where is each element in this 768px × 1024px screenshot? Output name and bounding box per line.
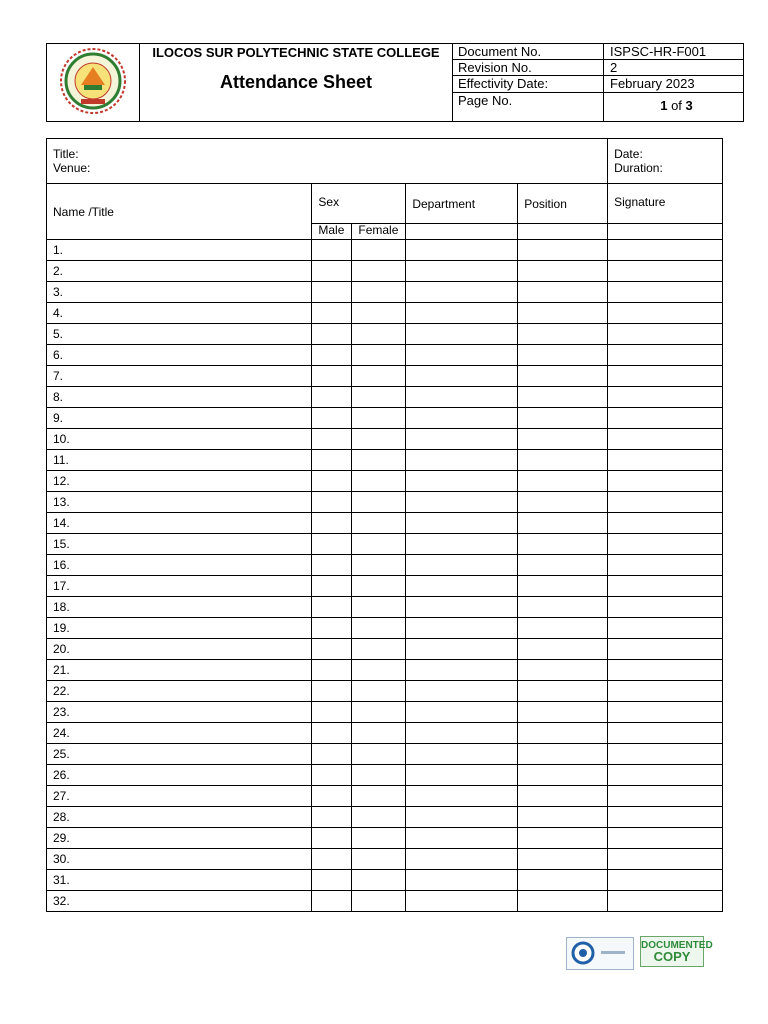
attendance-row [47, 639, 723, 660]
row-number-name-cell[interactable]: 20. [47, 639, 312, 660]
signature-cell[interactable] [608, 282, 723, 303]
female-cell[interactable] [352, 849, 406, 870]
male-cell[interactable] [312, 597, 352, 618]
department-column-header: Department [406, 184, 518, 224]
female-cell[interactable] [352, 618, 406, 639]
male-cell[interactable] [312, 744, 352, 765]
attendance-table [46, 138, 723, 912]
position-column-header: Position [518, 184, 608, 224]
signature-cell[interactable] [608, 366, 723, 387]
department-cell[interactable] [406, 765, 518, 786]
signature-cell[interactable] [608, 303, 723, 324]
title-venue-cell[interactable] [47, 139, 608, 184]
position-cell[interactable] [518, 597, 608, 618]
page-current: 1 [660, 97, 668, 113]
female-cell[interactable] [352, 492, 406, 513]
position-cell[interactable] [518, 639, 608, 660]
signature-cell[interactable] [608, 261, 723, 282]
row-number-name-cell[interactable]: 9. [47, 408, 312, 429]
signature-cell[interactable] [608, 660, 723, 681]
position-cell[interactable] [518, 345, 608, 366]
attendance-row [47, 324, 723, 345]
signature-cell[interactable] [608, 429, 723, 450]
male-cell[interactable] [312, 723, 352, 744]
position-cell[interactable] [518, 261, 608, 282]
sex-column-header: Sex [312, 184, 406, 224]
department-cell[interactable] [406, 513, 518, 534]
signature-cell[interactable] [608, 849, 723, 870]
document-header [46, 43, 744, 122]
position-cell[interactable] [518, 450, 608, 471]
position-cell[interactable] [518, 807, 608, 828]
signature-cell[interactable] [608, 513, 723, 534]
attendance-row [47, 366, 723, 387]
department-cell[interactable] [406, 891, 518, 912]
date-label: Date: [614, 147, 643, 161]
male-cell[interactable] [312, 324, 352, 345]
revision-value: 2 [604, 60, 744, 76]
document-title: Attendance Sheet [219, 72, 373, 92]
attendance-row [47, 618, 723, 639]
department-subheader-empty [406, 224, 518, 240]
signature-cell[interactable] [608, 723, 723, 744]
row-number-name-cell[interactable]: 29. [47, 828, 312, 849]
row-number-name-cell[interactable]: 11. [47, 450, 312, 471]
department-cell[interactable] [406, 240, 518, 261]
female-cell[interactable] [352, 723, 406, 744]
signature-cell[interactable] [608, 744, 723, 765]
signature-cell[interactable] [608, 345, 723, 366]
male-cell[interactable] [312, 702, 352, 723]
row-number-name-cell[interactable]: 5. [47, 324, 312, 345]
signature-cell[interactable] [608, 555, 723, 576]
female-cell[interactable] [352, 324, 406, 345]
signature-cell[interactable] [608, 681, 723, 702]
signature-cell[interactable] [608, 450, 723, 471]
department-cell[interactable] [406, 555, 518, 576]
signature-cell[interactable] [608, 786, 723, 807]
female-cell[interactable] [352, 534, 406, 555]
department-cell[interactable] [406, 639, 518, 660]
row-number-name-cell[interactable]: 6. [47, 345, 312, 366]
department-cell[interactable] [406, 345, 518, 366]
department-cell[interactable] [406, 282, 518, 303]
attendance-rows [47, 240, 723, 912]
college-name: ILOCOS SUR POLYTECHNIC STATE COLLEGE [152, 45, 440, 60]
female-cell[interactable] [352, 282, 406, 303]
attendance-row [47, 303, 723, 324]
department-cell[interactable] [406, 387, 518, 408]
female-cell[interactable] [352, 660, 406, 681]
department-cell[interactable] [406, 597, 518, 618]
female-cell[interactable] [352, 240, 406, 261]
attendance-row [47, 534, 723, 555]
male-cell[interactable] [312, 807, 352, 828]
male-cell[interactable] [312, 282, 352, 303]
female-cell[interactable] [352, 429, 406, 450]
position-cell[interactable] [518, 765, 608, 786]
row-number-name-cell[interactable]: 31. [47, 870, 312, 891]
signature-cell[interactable] [608, 408, 723, 429]
position-cell[interactable] [518, 744, 608, 765]
effectivity-value: February 2023 [604, 76, 744, 92]
position-cell[interactable] [518, 576, 608, 597]
female-cell[interactable] [352, 765, 406, 786]
department-cell[interactable] [406, 702, 518, 723]
title-cell [140, 44, 453, 122]
attendance-row [47, 765, 723, 786]
male-cell[interactable] [312, 576, 352, 597]
male-cell[interactable] [312, 639, 352, 660]
row-number-name-cell[interactable]: 27. [47, 786, 312, 807]
effectivity-label: Effectivity Date: [453, 76, 604, 92]
female-cell[interactable] [352, 639, 406, 660]
department-cell[interactable] [406, 408, 518, 429]
male-cell[interactable] [312, 366, 352, 387]
row-number-name-cell[interactable]: 28. [47, 807, 312, 828]
female-cell[interactable] [352, 891, 406, 912]
row-number-name-cell[interactable]: 8. [47, 387, 312, 408]
department-cell[interactable] [406, 303, 518, 324]
female-cell[interactable] [352, 597, 406, 618]
department-cell[interactable] [406, 492, 518, 513]
attendance-row [47, 450, 723, 471]
department-cell[interactable] [406, 828, 518, 849]
attendance-row [47, 345, 723, 366]
department-cell[interactable] [406, 471, 518, 492]
female-cell[interactable] [352, 870, 406, 891]
row-number-name-cell[interactable]: 7. [47, 366, 312, 387]
title-label: Title: [53, 147, 79, 161]
male-cell[interactable] [312, 240, 352, 261]
attendance-row [47, 891, 723, 912]
signature-cell[interactable] [608, 492, 723, 513]
attendance-row [47, 492, 723, 513]
revision-label: Revision No. [453, 60, 604, 76]
signature-cell[interactable] [608, 597, 723, 618]
attendance-row [47, 828, 723, 849]
department-cell[interactable] [406, 660, 518, 681]
male-cell[interactable] [312, 513, 352, 534]
stamp-line-2: COPY [653, 949, 691, 964]
male-cell[interactable] [312, 849, 352, 870]
male-cell[interactable] [312, 492, 352, 513]
attendance-row [47, 576, 723, 597]
department-cell[interactable] [406, 324, 518, 345]
female-cell[interactable] [352, 744, 406, 765]
position-cell[interactable] [518, 828, 608, 849]
female-cell[interactable] [352, 555, 406, 576]
name-column-header: Name /Title [47, 184, 312, 240]
male-cell[interactable] [312, 555, 352, 576]
attendance-row [47, 681, 723, 702]
position-cell[interactable] [518, 660, 608, 681]
male-cell[interactable] [312, 345, 352, 366]
row-number-name-cell[interactable]: 3. [47, 282, 312, 303]
female-cell[interactable] [352, 450, 406, 471]
row-number-name-cell[interactable]: 26. [47, 765, 312, 786]
female-cell[interactable] [352, 786, 406, 807]
department-cell[interactable] [406, 261, 518, 282]
female-cell[interactable] [352, 513, 406, 534]
position-cell[interactable] [518, 681, 608, 702]
signature-subheader-empty [608, 224, 723, 240]
position-cell[interactable] [518, 387, 608, 408]
male-cell[interactable] [312, 471, 352, 492]
signature-cell[interactable] [608, 807, 723, 828]
signature-cell[interactable] [608, 387, 723, 408]
signature-cell[interactable] [608, 870, 723, 891]
attendance-row [47, 744, 723, 765]
female-cell[interactable] [352, 702, 406, 723]
male-cell[interactable] [312, 303, 352, 324]
signature-cell[interactable] [608, 324, 723, 345]
female-cell[interactable] [352, 303, 406, 324]
attendance-row [47, 786, 723, 807]
attendance-row [47, 408, 723, 429]
row-number-name-cell[interactable]: 25. [47, 744, 312, 765]
position-cell[interactable] [518, 303, 608, 324]
position-cell[interactable] [518, 408, 608, 429]
female-cell[interactable] [352, 807, 406, 828]
female-cell[interactable] [352, 387, 406, 408]
signature-cell[interactable] [608, 618, 723, 639]
position-cell[interactable] [518, 492, 608, 513]
department-cell[interactable] [406, 744, 518, 765]
attendance-row [47, 282, 723, 303]
position-cell[interactable] [518, 891, 608, 912]
department-cell[interactable] [406, 576, 518, 597]
row-number-name-cell[interactable]: 18. [47, 597, 312, 618]
signature-cell[interactable] [608, 828, 723, 849]
attendance-row [47, 471, 723, 492]
department-cell[interactable] [406, 366, 518, 387]
socotec-certification-icon [566, 937, 634, 970]
date-duration-cell[interactable] [608, 139, 723, 184]
row-number-name-cell[interactable]: 24. [47, 723, 312, 744]
department-cell[interactable] [406, 681, 518, 702]
position-cell[interactable] [518, 534, 608, 555]
stamp-line-1: DOCUMENTED [641, 940, 713, 951]
page-no-value [604, 92, 744, 121]
male-cell[interactable] [312, 786, 352, 807]
department-cell[interactable] [406, 723, 518, 744]
position-cell[interactable] [518, 324, 608, 345]
position-cell[interactable] [518, 513, 608, 534]
signature-cell[interactable] [608, 471, 723, 492]
department-cell[interactable] [406, 870, 518, 891]
male-cell[interactable] [312, 870, 352, 891]
position-cell[interactable] [518, 702, 608, 723]
attendance-row [47, 261, 723, 282]
documented-copy-stamp [640, 936, 713, 967]
row-number-name-cell[interactable]: 30. [47, 849, 312, 870]
department-cell[interactable] [406, 534, 518, 555]
page-of: of [671, 97, 682, 113]
position-cell[interactable] [518, 723, 608, 744]
male-cell[interactable] [312, 408, 352, 429]
department-cell[interactable] [406, 429, 518, 450]
attendance-row [47, 660, 723, 681]
female-cell[interactable] [352, 261, 406, 282]
row-number-name-cell[interactable]: 14. [47, 513, 312, 534]
signature-cell[interactable] [608, 891, 723, 912]
row-number-name-cell[interactable]: 10. [47, 429, 312, 450]
position-subheader-empty [518, 224, 608, 240]
department-cell[interactable] [406, 807, 518, 828]
position-cell[interactable] [518, 555, 608, 576]
female-column-header: Female [352, 224, 406, 240]
female-cell[interactable] [352, 366, 406, 387]
row-number-name-cell[interactable]: 1. [47, 240, 312, 261]
doc-no-label: Document No. [453, 44, 604, 60]
doc-no-value: ISPSC-HR-F001 [604, 44, 744, 60]
row-number-name-cell[interactable]: 2. [47, 261, 312, 282]
row-number-name-cell[interactable]: 4. [47, 303, 312, 324]
attendance-row [47, 240, 723, 261]
position-cell[interactable] [518, 429, 608, 450]
department-cell[interactable] [406, 618, 518, 639]
female-cell[interactable] [352, 408, 406, 429]
attendance-row [47, 513, 723, 534]
row-number-name-cell[interactable]: 17. [47, 576, 312, 597]
venue-label: Venue: [53, 161, 91, 175]
position-cell[interactable] [518, 786, 608, 807]
male-cell[interactable] [312, 534, 352, 555]
male-cell[interactable] [312, 429, 352, 450]
page-no-label: Page No. [453, 92, 604, 121]
female-cell[interactable] [352, 681, 406, 702]
signature-cell[interactable] [608, 765, 723, 786]
row-number-name-cell[interactable]: 22. [47, 681, 312, 702]
signature-column-header: Signature [608, 184, 723, 224]
row-number-name-cell[interactable]: 32. [47, 891, 312, 912]
male-cell[interactable] [312, 681, 352, 702]
row-number-name-cell[interactable]: 19. [47, 618, 312, 639]
female-cell[interactable] [352, 828, 406, 849]
attendance-row [47, 702, 723, 723]
male-cell[interactable] [312, 450, 352, 471]
row-number-name-cell[interactable]: 16. [47, 555, 312, 576]
row-number-name-cell[interactable]: 13. [47, 492, 312, 513]
attendance-row [47, 597, 723, 618]
attendance-row [47, 849, 723, 870]
position-cell[interactable] [518, 471, 608, 492]
male-cell[interactable] [312, 618, 352, 639]
position-cell[interactable] [518, 282, 608, 303]
signature-cell[interactable] [608, 639, 723, 660]
row-number-name-cell[interactable]: 21. [47, 660, 312, 681]
female-cell[interactable] [352, 471, 406, 492]
signature-cell[interactable] [608, 702, 723, 723]
attendance-row [47, 723, 723, 744]
position-cell[interactable] [518, 618, 608, 639]
attendance-row [47, 870, 723, 891]
signature-cell[interactable] [608, 534, 723, 555]
signature-cell[interactable] [608, 240, 723, 261]
row-number-name-cell[interactable]: 23. [47, 702, 312, 723]
duration-label: Duration: [614, 161, 663, 175]
attendance-row [47, 387, 723, 408]
signature-cell[interactable] [608, 576, 723, 597]
department-cell[interactable] [406, 786, 518, 807]
male-cell[interactable] [312, 261, 352, 282]
male-column-header: Male [312, 224, 352, 240]
female-cell[interactable] [352, 576, 406, 597]
college-seal-logo-cell [47, 44, 140, 122]
attendance-row [47, 555, 723, 576]
female-cell[interactable] [352, 345, 406, 366]
attendance-row [47, 807, 723, 828]
row-number-name-cell[interactable]: 12. [47, 471, 312, 492]
male-cell[interactable] [312, 387, 352, 408]
row-number-name-cell[interactable]: 15. [47, 534, 312, 555]
male-cell[interactable] [312, 828, 352, 849]
college-seal-icon [51, 47, 135, 115]
department-cell[interactable] [406, 849, 518, 870]
position-cell[interactable] [518, 849, 608, 870]
male-cell[interactable] [312, 891, 352, 912]
page-total: 3 [685, 97, 693, 113]
position-cell[interactable] [518, 366, 608, 387]
position-cell[interactable] [518, 870, 608, 891]
department-cell[interactable] [406, 450, 518, 471]
attendance-row [47, 429, 723, 450]
position-cell[interactable] [518, 240, 608, 261]
male-cell[interactable] [312, 765, 352, 786]
male-cell[interactable] [312, 660, 352, 681]
